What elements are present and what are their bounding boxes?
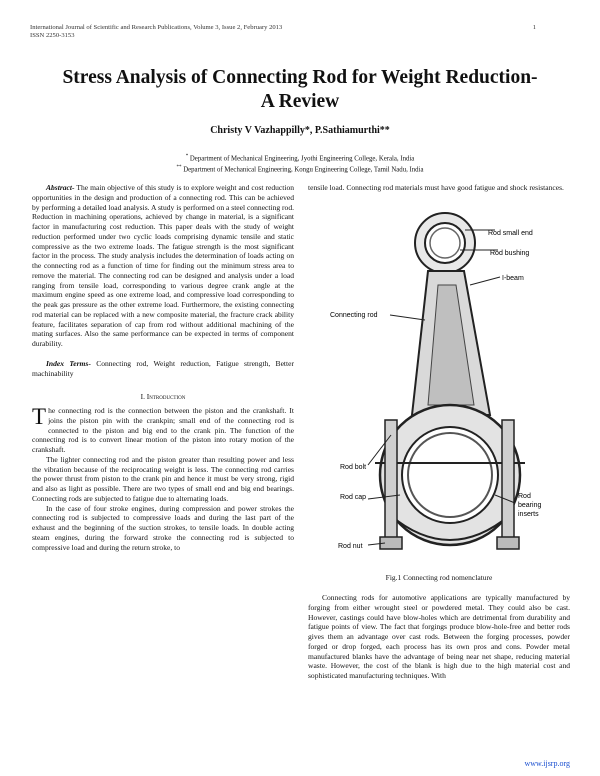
author-list: Christy V Vazhappilly*, P.Sathiamurthi**	[210, 125, 390, 136]
right-column-top	[308, 183, 570, 193]
right-paragraph: Connecting rods for automotive applications are typically manufactured by forging from either wrought steel or powdered metal. They could also be cast. However, castings could have blow-holes which are detrimental from durability and fatigue points of view. The fact that forgings produce blow-hole-free and better rods gives them an advantage over cast rods. Between the forging processes, powder forged or drop forged, each process has its own pros and cons. Powder metal manufactured blanks have the advantage of being near net shape, reducing material waste. However, the cost of the blank is high due to the high material cost and sophisticated manufacturing techniques. With	[308, 593, 570, 680]
rod-small-end-drawing	[415, 213, 475, 273]
figure-caption: Fig.1 Connecting rod nomenclature	[385, 573, 493, 582]
left-column	[32, 183, 294, 552]
abstract-label: Abstract-	[46, 183, 75, 192]
i-beam-drawing	[412, 271, 490, 415]
section-heading: I. Introduction	[140, 392, 186, 402]
running-header	[30, 24, 282, 40]
abstract-text: The main objective of this study is to explore weight and cost reduction opportunities in the design and production of a connecting rod. This can be achieved by performing a detailed load analysis. A study is performed on a steel connecting rod. Reduction in machining operations, achieved by change in material, is a significant factor in manufacturing cost reduction. This paper deals with the study of weight reduction performed under two cyclic loads comprising dynamic tensile and static compressive as the two extreme loads. The fatigue strength is the most significant factor in the process. The study analysis includes the determination of loads acting on the connecting rod as a function of time for finding out the minimum stress area to remove the material. The connecting rod can be designed and analysis under a load ranging from tensile load, corresponding to various degree crank angle at the maximum engine speed as one extreme load, and compressive load corresponding to the peak gas pressure as the other extreme load. Furthermore, the existing connecting rod material can be replaced with a new composite material, the fracture crack ability feature, facilitates separation of cap from rod without additional machining of the mating surfaces. Also the same performance can be expected in terms of component durability.	[32, 183, 294, 348]
intro-paragraph-2: The lighter connecting rod and the piston greater than resulting power and less the vibration because of the reciprocating weight is less. The connecting rod carries the power thrust from piston to the crank pin and hence it must be very strong, rigid and also as light as possible. There are two types of small end and big end bearings. Connecting rods are subjected to fatigue due to alternating loads.	[32, 454, 294, 503]
label-rod-small-end: Rod small end	[488, 230, 533, 237]
label-rod-bushing: Rod bushing	[490, 250, 530, 257]
journal-link[interactable]: www.ijsrp.org	[524, 759, 570, 768]
abstract	[32, 183, 294, 349]
label-rod-bearing-inserts-1: Rod	[518, 493, 531, 500]
intro-paragraph-3: In the case of four stroke engines, during compression and power strokes the connecting rod is subjected to compressive loads and during the last part of the exhaust and the beginning of the suction strokes, to tensile loads. In double acting steam engines, during the forward stroke the connecting rod is subjected to compressive load and during the return stroke, to	[32, 503, 294, 552]
journal-name: International Journal of Scientific and Research Publications, Volume 3, Issue 2, February 2013	[30, 24, 283, 31]
connecting-rod-figure	[330, 205, 570, 560]
index-terms-text: Connecting rod, Weight reduction, Fatigue strength, Better machinability	[32, 358, 294, 378]
affiliation-1: * Department of Mechanical Engineering, Jyothi Engineering College, Kerala, India	[185, 154, 415, 163]
index-terms	[32, 359, 294, 379]
title-line-1: Stress Analysis of Connecting Rod for Weight Reduction-	[62, 67, 538, 88]
label-rod-bolt: Rod bolt	[340, 464, 367, 471]
issn: ISSN 2250-3153	[30, 32, 75, 39]
affiliations	[0, 152, 600, 175]
label-connecting-rod: Connecting rod	[330, 312, 378, 319]
label-rod-bearing-inserts-2: bearing	[518, 502, 542, 509]
title-line-2: A Review	[260, 91, 340, 112]
label-rod-bearing-inserts-3: inserts	[518, 511, 539, 518]
intro-paragraph-1: The connecting rod is the connection between the piston and the crankshaft. It joins the piston pin with the crankpin; small end of the connecting rod is connected to the piston and big end to the crank pin. The function of the connecting rod is to convert linear motion of the piston into rotary motion of the crankshaft.	[32, 404, 294, 454]
paper-title	[20, 66, 580, 114]
right-continuation: tensile load. Connecting rod materials must have good fatigue and shock resistances.	[308, 183, 564, 192]
right-column-bottom	[308, 593, 570, 681]
label-i-beam: I-beam	[502, 275, 524, 282]
drop-cap: T	[32, 404, 47, 429]
index-terms-label: Index Terms-	[46, 358, 91, 368]
label-rod-cap: Rod cap	[340, 494, 367, 501]
page-number: 1	[532, 24, 536, 31]
affiliation-2: ** Department of Mechanical Engineering, Kongu Engineering College, Tamil Nadu, India	[176, 165, 424, 174]
label-rod-nut: Rod nut	[338, 543, 363, 550]
